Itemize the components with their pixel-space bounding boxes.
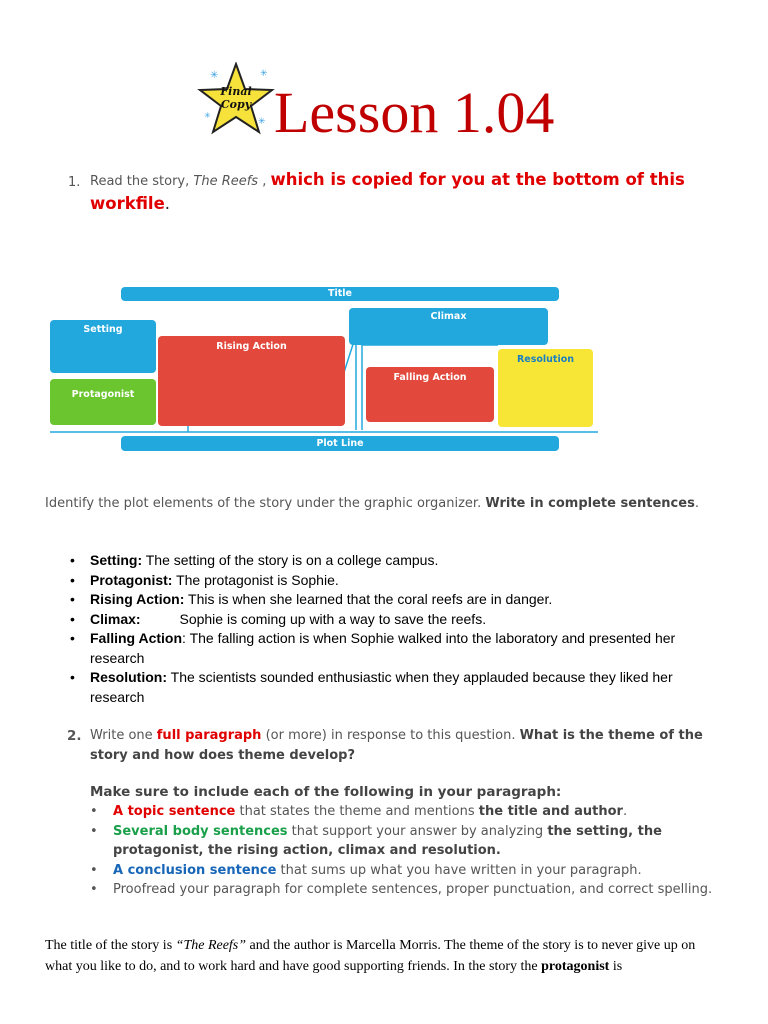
identify-bold: Write in complete sentences [485,496,695,511]
tip-conclusion-sentence [90,861,730,881]
plot-label: Protagonist: [90,571,173,588]
list-item-climax [70,610,730,630]
tip-bold: the title and author [478,804,623,819]
tip-text: Proofread your paragraph for complete sentences, proper punctuation, and correct spelling. [113,882,713,897]
tip-body-sentences [90,822,730,861]
plot-text: : The falling action is when Sophie walked into the laboratory and presented her research [90,630,676,666]
plot-text: The scientists sounded enthusiastic when they applauded because they liked her research [90,669,673,705]
item-1-pre: Read the story, [90,174,194,189]
logo-text-copy: Copy [220,98,252,111]
plot-label: Setting: [90,552,143,568]
identify-end: . [694,496,699,511]
item-2-question: What is the theme of the story and how does theme develop? [90,728,703,763]
answer-part-1: The title of the story is [45,938,176,953]
plot-text: The setting of the story is on a college campus. [142,552,439,568]
item-1-instruction [90,169,740,217]
logo-text-final: Final [220,85,252,98]
list-item-setting [70,551,730,571]
make-sure-heading: Make sure to include each of the following in your paragraph: [90,784,562,800]
tip-lead: Several body sentences [113,823,288,839]
svg-text:✳: ✳ [210,70,219,81]
plot-text: Sophie is coming up with a way to save the reefs. [140,610,487,627]
tip-text: that sums up what you have written in your paragraph. [276,862,642,878]
plot-elements-list [70,551,730,707]
item-2-mid: (or more) in response to this question. [261,728,520,743]
tip-lead: A topic sentence [113,804,236,819]
plot-label: Rising Action: [90,591,185,607]
answer-part-2: and the author is Marcella Morris. The theme of the story is to never give up on what you like to do, and to work hard and have good supporting friends. In the story the [45,938,696,974]
organizer-title-box: Title [121,287,559,301]
final-copy-star-logo [196,62,276,136]
plot-text: The protagonist is Sophie. [172,571,339,588]
item-1-comma: , [258,174,271,189]
organizer-setting-box: Setting [50,320,156,373]
tip-text: that support your answer by analyzing [287,823,548,839]
plot-label: Resolution: [90,669,167,685]
svg-text:✳: ✳ [204,111,211,120]
svg-text:✳: ✳ [260,69,268,79]
identify-text: Identify the plot elements of the story under the graphic organizer. [45,496,486,511]
item-1-highlight: which is copied for you at the bottom of this workfile [90,170,685,213]
tip-proofread [90,880,730,900]
list-item-rising-action [70,590,730,610]
organizer-rising-action-box: Rising Action [158,336,345,426]
plot-text: This is when she learned that the coral reefs are in danger. [184,591,553,607]
answer-part-3: is [609,959,623,974]
plot-label: Falling Action [90,630,183,646]
tip-topic-sentence [90,802,730,822]
organizer-climax-box: Climax [349,308,548,345]
item-1-number: 1. [68,175,81,190]
item-2-pre: Write one [90,728,157,743]
list-item-protagonist [70,571,730,591]
paragraph-tips-list [90,802,730,900]
organizer-falling-action-box: Falling Action [366,367,494,422]
organizer-resolution-box: Resolution [498,349,593,427]
answer-protagonist: protagonist [541,959,610,974]
plot-graphic-organizer [48,285,600,455]
tip-lead: A conclusion sentence [113,862,277,878]
item-2-number: 2. [67,728,82,744]
tip-bold: the setting, the protagonist, the rising action, climax and resolution. [113,823,662,858]
list-item-resolution [70,668,730,707]
organizer-protagonist-box: Protagonist [50,379,156,425]
item-2-full-paragraph: full paragraph [156,728,262,743]
plot-label: Climax: [90,610,141,627]
item-2-instruction [90,726,740,766]
item-1-end: . [164,194,171,213]
item-1-story-title: The Reefs [193,174,259,189]
tip-text: that states the theme and mentions [235,804,479,819]
student-answer-paragraph [45,935,720,977]
organizer-plot-line-box: Plot Line [121,436,559,451]
page-title: Lesson 1.04 [274,80,555,145]
answer-story-title: “The Reefs” [175,938,247,953]
list-item-falling-action [70,629,730,668]
identify-instruction [45,494,725,513]
svg-text:✳: ✳ [258,117,266,127]
tip-end: . [622,804,628,819]
